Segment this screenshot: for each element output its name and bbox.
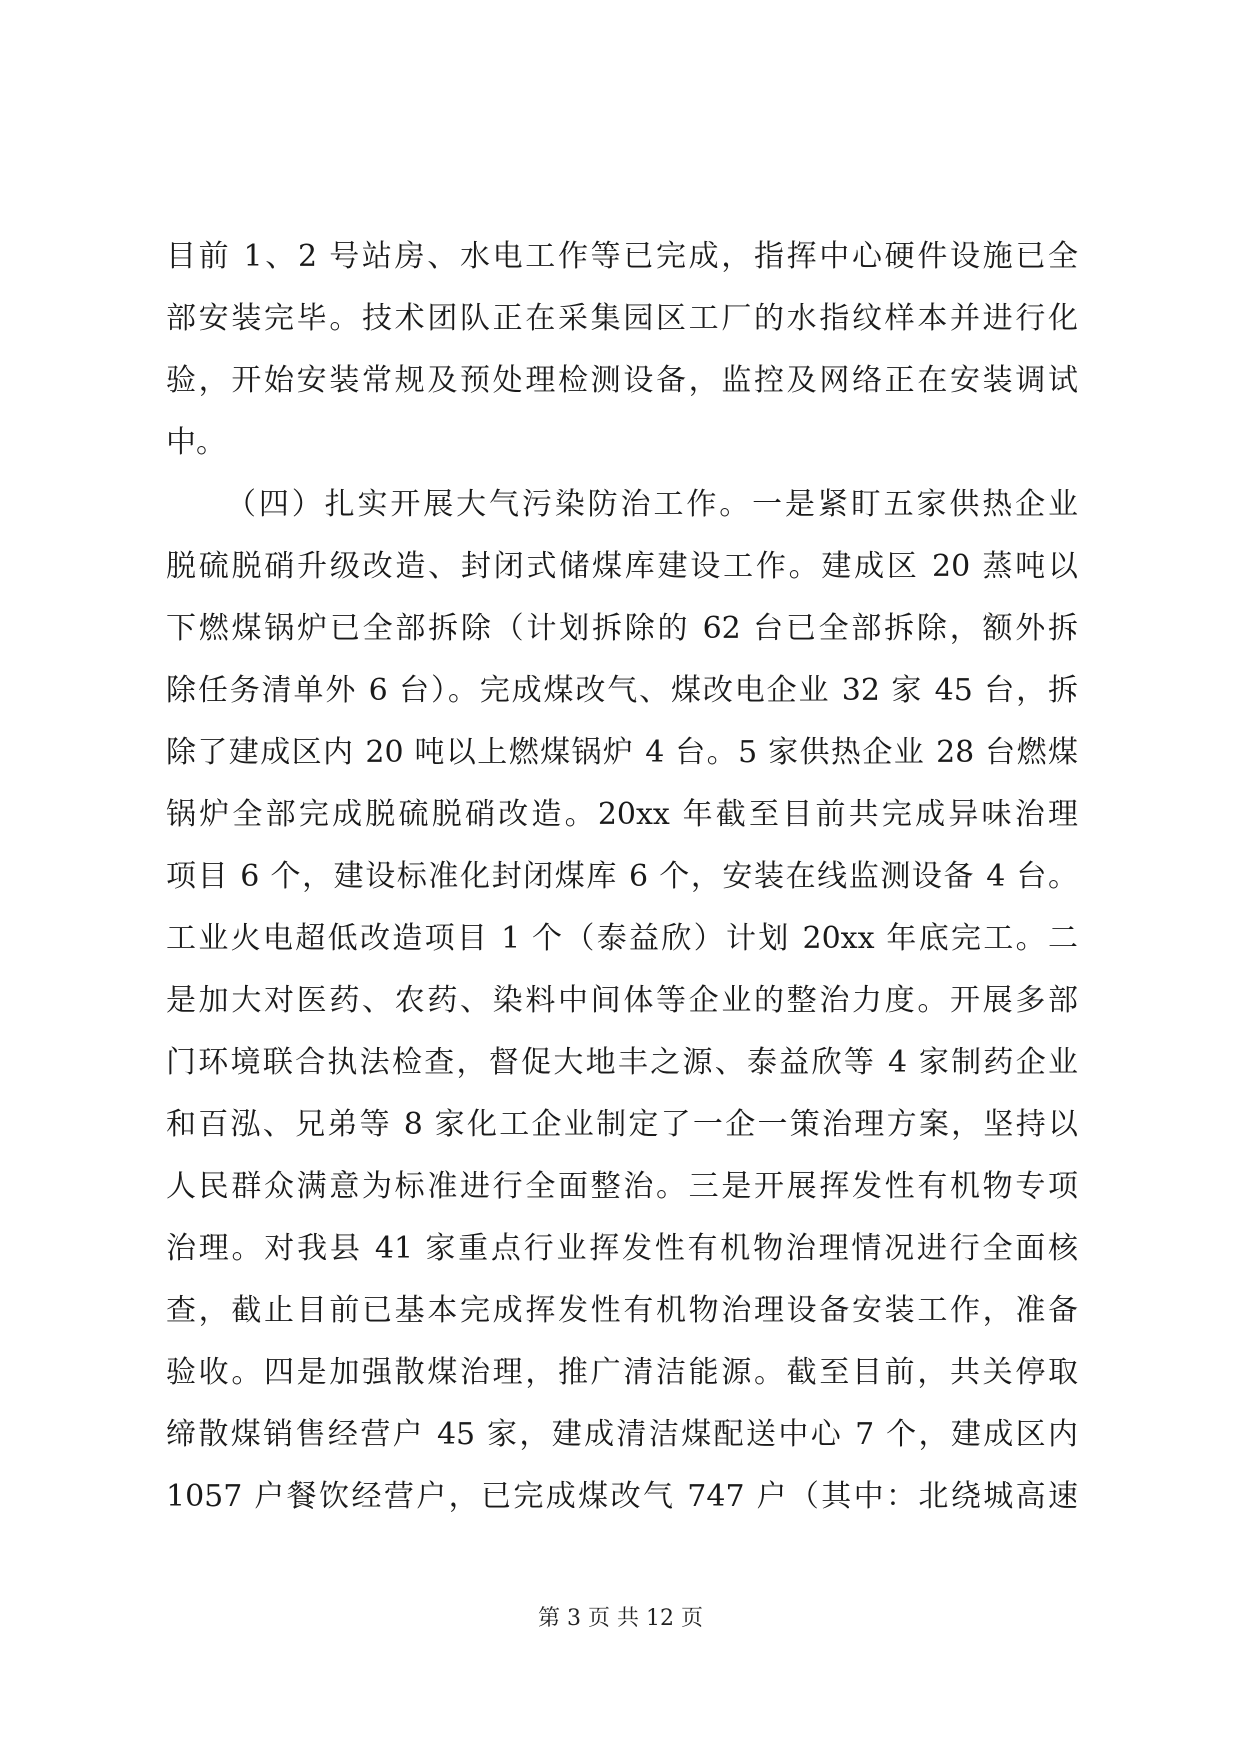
text-line: 治理。对我县 41 家重点行业挥发性有机物治理情况进行全面核 (166, 1231, 1078, 1266)
text-line: 脱硫脱硝升级改造、封闭式储煤库建设工作。建成区 20 蒸吨以 (166, 549, 1078, 584)
text-line: 工业火电超低改造项目 1 个（泰益欣）计划 20xx 年底完工。二 (166, 921, 1078, 956)
text-line: 是加大对医药、农药、染料中间体等企业的整治力度。开展多部 (166, 983, 1078, 1018)
text-line: 门环境联合执法检查，督促大地丰之源、泰益欣等 4 家制药企业 (166, 1045, 1078, 1080)
text-line: 部安装完毕。技术团队正在采集园区工厂的水指纹样本并进行化 (166, 301, 1078, 336)
text-line: 1057 户餐饮经营户，已完成煤改气 747 户（其中：北绕城高速 (166, 1479, 1078, 1514)
text-line: （四）扎实开展大气污染防治工作。一是紧盯五家供热企业 (226, 487, 1078, 522)
text-line: 缔散煤销售经营户 45 家，建成清洁煤配送中心 7 个，建成区内 (166, 1417, 1078, 1452)
page-footer: 第 3 页 共 12 页 (538, 1606, 703, 1631)
text-line: 验，开始安装常规及预处理检测设备，监控及网络正在安装调试 (166, 363, 1078, 398)
text-line: 锅炉全部完成脱硫脱硝改造。20xx 年截至目前共完成异味治理 (166, 797, 1078, 832)
text-line: 除了建成区内 20 吨以上燃煤锅炉 4 台。5 家供热企业 28 台燃煤 (166, 735, 1078, 770)
text-line: 中。 (166, 425, 226, 460)
text-line: 验收。四是加强散煤治理，推广清洁能源。截至目前，共关停取 (166, 1355, 1078, 1390)
text-line: 除任务清单外 6 台）。完成煤改气、煤改电企业 32 家 45 台，拆 (166, 673, 1078, 708)
text-line: 下燃煤锅炉已全部拆除（计划拆除的 62 台已全部拆除，额外拆 (166, 611, 1078, 646)
text-line: 和百泓、兄弟等 8 家化工企业制定了一企一策治理方案，坚持以 (166, 1107, 1078, 1142)
text-line: 人民群众满意为标准进行全面整治。三是开展挥发性有机物专项 (166, 1169, 1078, 1204)
text-line: 查，截止目前已基本完成挥发性有机物治理设备安装工作，准备 (166, 1293, 1078, 1328)
body-text (166, 226, 1078, 1528)
text-line: 项目 6 个，建设标准化封闭煤库 6 个，安装在线监测设备 4 台。 (166, 859, 1078, 894)
text-line: 目前 1、2 号站房、水电工作等已完成，指挥中心硬件设施已全 (166, 239, 1078, 274)
